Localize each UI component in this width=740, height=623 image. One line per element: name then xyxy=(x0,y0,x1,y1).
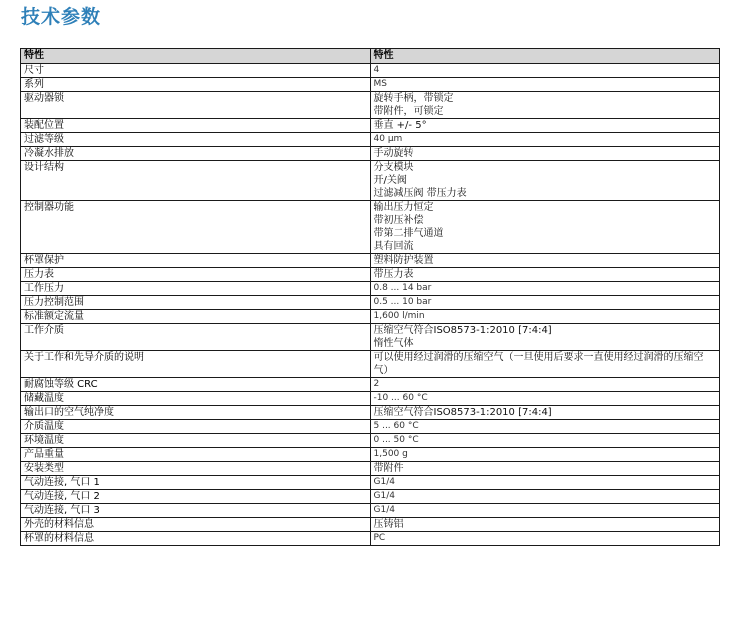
value-line: 输出压力恒定 xyxy=(373,202,434,213)
row-value xyxy=(370,351,720,378)
row-characteristic: 冷凝水排放 xyxy=(21,147,371,161)
table-row xyxy=(21,378,720,392)
row-value xyxy=(370,133,720,147)
value-line: G1/4 xyxy=(373,491,395,501)
row-value xyxy=(370,296,720,310)
value-line: 2 xyxy=(373,379,380,389)
table-row xyxy=(21,92,720,119)
spec-table xyxy=(20,48,720,546)
row-characteristic: 工作压力 xyxy=(21,282,371,296)
table-row xyxy=(21,448,720,462)
table-body xyxy=(21,64,720,546)
row-characteristic: 驱动器锁 xyxy=(21,92,371,119)
table-row xyxy=(21,161,720,201)
row-value xyxy=(370,490,720,504)
value-line: 0 ... 50 °C xyxy=(373,435,419,445)
row-value xyxy=(370,161,720,201)
value-line: PC xyxy=(373,533,386,543)
value-line: 分支模块 xyxy=(373,162,414,173)
table-header-row xyxy=(21,49,720,64)
row-characteristic: 标准额定流量 xyxy=(21,310,371,324)
row-characteristic: 环境温度 xyxy=(21,434,371,448)
row-characteristic: 控制器功能 xyxy=(21,201,371,254)
value-line: 4 xyxy=(373,65,380,75)
table-row xyxy=(21,351,720,378)
row-characteristic: 系列 xyxy=(21,78,371,92)
table-row xyxy=(21,532,720,546)
table-row xyxy=(21,324,720,351)
value-line: 1,500 g xyxy=(373,449,408,459)
value-line: 压缩空气符合ISO8573-1:2010 [7:4:4] xyxy=(373,325,552,336)
row-characteristic: 产品重量 xyxy=(21,448,371,462)
row-value xyxy=(370,462,720,476)
value-line: -10 ... 60 °C xyxy=(373,393,428,403)
table-row xyxy=(21,406,720,420)
row-value xyxy=(370,254,720,268)
value-line: 带第二排气通道 xyxy=(373,228,444,239)
row-characteristic: 气动连接, 气口 3 xyxy=(21,504,371,518)
table-row xyxy=(21,462,720,476)
row-value xyxy=(370,324,720,351)
row-value xyxy=(370,310,720,324)
table-row xyxy=(21,310,720,324)
table-row xyxy=(21,490,720,504)
row-value xyxy=(370,201,720,254)
value-line: 垂直 +/- 5° xyxy=(373,120,427,131)
row-characteristic: 外壳的材料信息 xyxy=(21,518,371,532)
table-row xyxy=(21,147,720,161)
row-value xyxy=(370,420,720,434)
row-characteristic: 气动连接, 气口 1 xyxy=(21,476,371,490)
row-characteristic: 过滤等级 xyxy=(21,133,371,147)
row-characteristic: 耐腐蚀等级 CRC xyxy=(21,378,371,392)
table-row xyxy=(21,476,720,490)
value-line: 具有回流 xyxy=(373,241,414,252)
row-characteristic: 杯罩保护 xyxy=(21,254,371,268)
row-value xyxy=(370,78,720,92)
row-value xyxy=(370,268,720,282)
table-row xyxy=(21,392,720,406)
row-value xyxy=(370,392,720,406)
row-value xyxy=(370,92,720,119)
table-row xyxy=(21,518,720,532)
row-characteristic: 储藏温度 xyxy=(21,392,371,406)
table-row xyxy=(21,133,720,147)
row-characteristic: 设计结构 xyxy=(21,161,371,201)
value-line: 1,600 l/min xyxy=(373,311,425,321)
value-line: 可以使用经过润滑的压缩空气（一旦使用后要求一直使用经过润滑的压缩空气） xyxy=(373,352,704,376)
table-row xyxy=(21,420,720,434)
value-line: 开/关阀 xyxy=(373,175,407,186)
value-line: 塑料防护装置 xyxy=(373,255,434,266)
table-row xyxy=(21,504,720,518)
row-characteristic: 气动连接, 气口 2 xyxy=(21,490,371,504)
table-row xyxy=(21,78,720,92)
value-line: 压铸铝 xyxy=(373,519,404,530)
value-line: 带压力表 xyxy=(373,269,414,280)
value-line: 手动旋转 xyxy=(373,148,414,159)
row-characteristic: 杯罩的材料信息 xyxy=(21,532,371,546)
value-line: 带附件，可锁定 xyxy=(373,106,444,117)
table-row xyxy=(21,119,720,133)
value-line: 带附件 xyxy=(373,463,404,474)
row-characteristic: 压力控制范围 xyxy=(21,296,371,310)
row-value xyxy=(370,434,720,448)
header-characteristic: 特性 xyxy=(21,49,371,64)
value-line: 带初压补偿 xyxy=(373,215,424,226)
row-value xyxy=(370,147,720,161)
header-value: 特性 xyxy=(370,49,720,64)
row-value xyxy=(370,378,720,392)
value-line: MS xyxy=(373,79,387,89)
row-characteristic: 安装类型 xyxy=(21,462,371,476)
value-line: G1/4 xyxy=(373,505,395,515)
table-row xyxy=(21,268,720,282)
table-row xyxy=(21,201,720,254)
table-row xyxy=(21,64,720,78)
value-line: 0.8 ... 14 bar xyxy=(373,283,432,293)
row-characteristic: 关于工作和先导介质的说明 xyxy=(21,351,371,378)
row-value xyxy=(370,406,720,420)
row-value xyxy=(370,64,720,78)
row-value xyxy=(370,282,720,296)
table-row xyxy=(21,282,720,296)
page-title: 技术参数 xyxy=(21,6,102,28)
value-line: 0.5 ... 10 bar xyxy=(373,297,432,307)
row-characteristic: 介质温度 xyxy=(21,420,371,434)
row-value xyxy=(370,518,720,532)
row-value xyxy=(370,476,720,490)
row-value xyxy=(370,532,720,546)
value-line: 5 ... 60 °C xyxy=(373,421,419,431)
value-line: 旋转手柄，带锁定 xyxy=(373,93,454,104)
value-line: 压缩空气符合ISO8573-1:2010 [7:4:4] xyxy=(373,407,552,418)
value-line: 40 µm xyxy=(373,134,403,144)
row-characteristic: 装配位置 xyxy=(21,119,371,133)
row-value xyxy=(370,448,720,462)
row-characteristic: 工作介质 xyxy=(21,324,371,351)
row-value xyxy=(370,119,720,133)
table-row xyxy=(21,434,720,448)
row-characteristic: 输出口的空气纯净度 xyxy=(21,406,371,420)
row-characteristic: 压力表 xyxy=(21,268,371,282)
table-row xyxy=(21,254,720,268)
value-line: 惰性气体 xyxy=(373,338,414,349)
table-row xyxy=(21,296,720,310)
row-characteristic: 尺寸 xyxy=(21,64,371,78)
row-value xyxy=(370,504,720,518)
value-line: 过滤减压阀 带压力表 xyxy=(373,188,467,199)
value-line: G1/4 xyxy=(373,477,395,487)
